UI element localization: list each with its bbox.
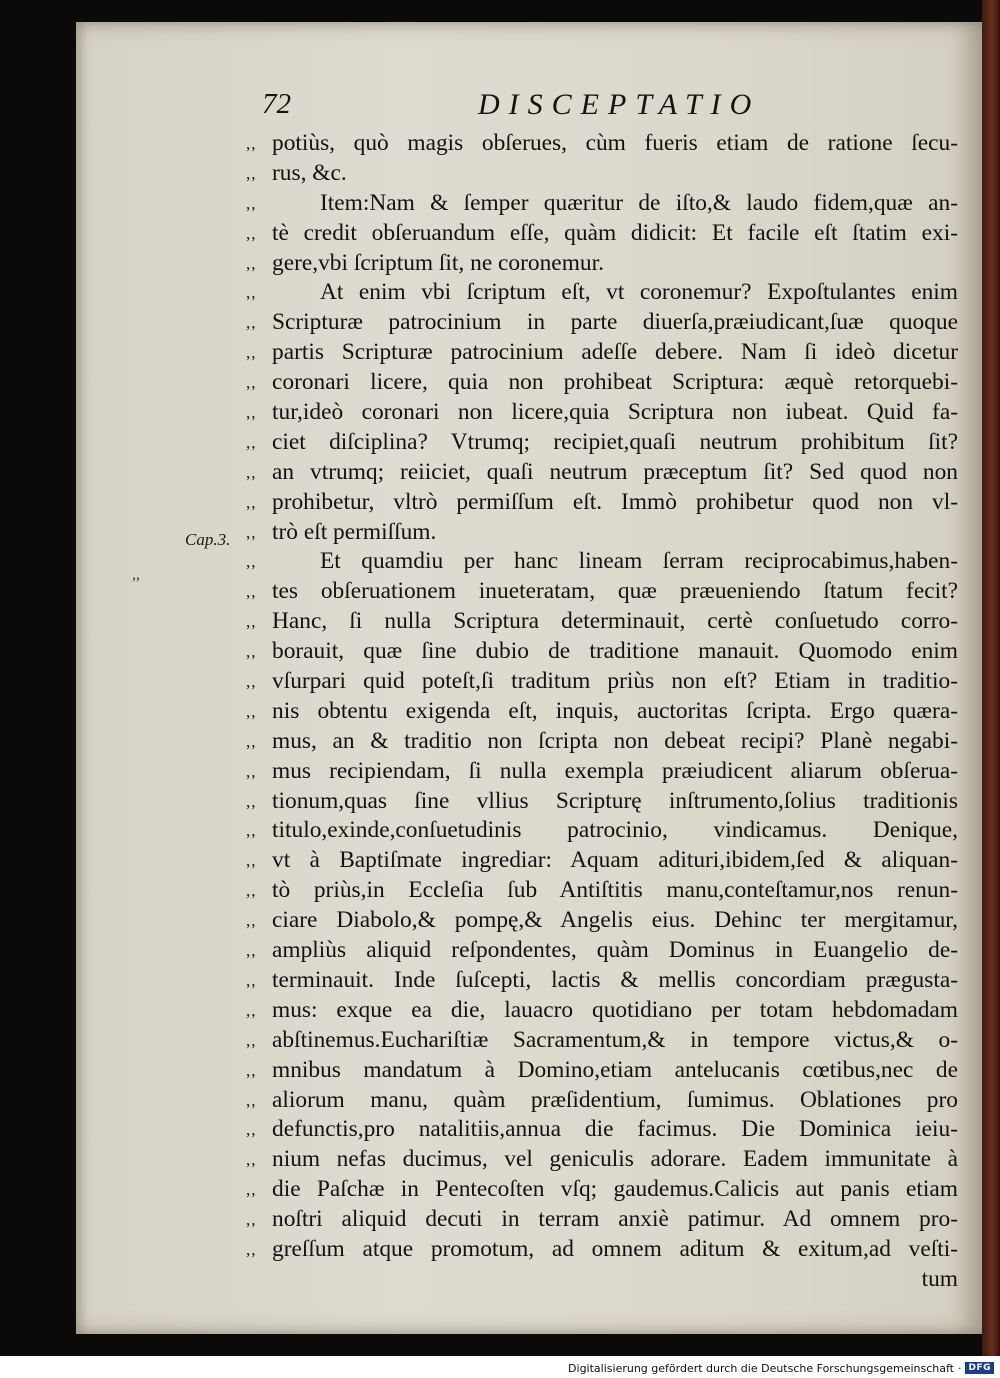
quotation-mark: ,, — [246, 970, 257, 990]
line-text: tes obſeruationem inueteratam, quæ præueniendo ſtatum fecit? — [272, 578, 958, 605]
line-text: potiùs, quò magis obſerues, cùm fueris etiam de ratione ſecu- — [272, 130, 958, 156]
quotation-mark: ,, — [246, 373, 257, 393]
text-line — [246, 1145, 958, 1175]
quotation-mark: ,, — [246, 911, 257, 931]
line-text: gere,vbi ſcriptum ſit, ne coronemur. — [272, 249, 604, 276]
text-line — [246, 787, 958, 817]
quotation-mark: ,, — [246, 432, 257, 452]
text-line — [246, 488, 958, 518]
margin-mark: ,, — [132, 566, 140, 583]
quotation-mark: ,, — [246, 881, 257, 901]
text-line — [246, 308, 958, 338]
footer-text: Digitalisierung gefördert durch die Deutsche Forschungsgemeinschaft — [568, 1361, 954, 1375]
line-text: ciet diſciplina? Vtrumq; recipiet,quaſi neutrum prohibitum ſit? — [272, 428, 958, 455]
text-line — [246, 727, 958, 757]
text-line — [246, 1056, 958, 1086]
quotation-mark: ,, — [246, 761, 257, 781]
text-line — [246, 518, 958, 548]
text-line — [246, 1265, 958, 1295]
quotation-mark: ,, — [246, 403, 257, 423]
text-line — [246, 697, 958, 727]
dfg-logo-icon: DFG — [965, 1362, 994, 1374]
text-line — [246, 637, 958, 667]
quotation-mark: ,, — [246, 672, 257, 692]
line-text: tur,ideò coronari non licere,quia Scriptura non iubeat. Quid fa- — [272, 399, 958, 426]
page-header — [262, 88, 962, 122]
quotation-mark: ,, — [246, 552, 257, 572]
text-line — [246, 398, 958, 428]
text-line — [246, 458, 958, 488]
line-text: tionum,quas ſine vllius Scripturę inſtrumento,ſolius traditionis — [272, 787, 958, 814]
quotation-mark: ,, — [246, 1030, 257, 1050]
text-line — [246, 1086, 958, 1116]
line-text: vſurpari quid poteſt,ſi traditum priùs non eſt? Etiam in traditio- — [272, 668, 958, 695]
quotation-mark: ,, — [246, 821, 257, 841]
quotation-mark: ,, — [246, 1120, 257, 1140]
line-text: trò eſt permiſſum. — [272, 518, 437, 545]
line-text: an vtrumq; reiiciet, quaſi neutrum præceptum ſit? Sed quod non — [272, 458, 958, 485]
quotation-mark: ,, — [246, 193, 257, 213]
text-line — [246, 607, 958, 637]
quotation-mark: ,, — [246, 1210, 257, 1230]
text-line — [246, 338, 958, 368]
line-text: ciare Diabolo,& pompę,& Angelis eius. Dehinc ter mergitamur, — [272, 907, 958, 934]
quotation-mark: ,, — [246, 223, 257, 243]
text-line — [246, 1026, 958, 1056]
quotation-mark: ,, — [246, 701, 257, 721]
text-line — [246, 428, 958, 458]
line-text: terminauit. Inde ſuſcepti, lactis & mellis concordiam prægusta- — [272, 966, 958, 993]
quotation-mark: ,, — [246, 791, 257, 811]
quotation-mark: ,, — [246, 492, 257, 512]
quotation-mark: ,, — [246, 1180, 257, 1200]
quotation-mark: ,, — [246, 731, 257, 751]
text-line — [246, 996, 958, 1026]
line-text: tum — [921, 1265, 958, 1292]
text-line — [246, 936, 958, 966]
line-text: tè credit obſeruandum eſſe, quàm didicit: Et facile eſt ſtatim exi- — [272, 219, 958, 246]
line-text: rus, &c. — [272, 159, 347, 186]
quotation-mark: ,, — [246, 612, 257, 632]
text-line — [246, 249, 958, 279]
line-text: tò priùs,in Eccleſia ſub Antiſtitis manu,conteſtamur,nos renun- — [272, 877, 958, 904]
quotation-mark: ,, — [246, 343, 257, 363]
text-line — [246, 219, 958, 249]
line-text: nium nefas ducimus, vel geniculis adorare. Eadem immunitate à — [272, 1146, 958, 1173]
text-line — [246, 129, 958, 159]
line-text: greſſum atque promotum, ad omnem aditum & exitum,ad veſti- — [272, 1235, 958, 1262]
line-text: Hanc, ſi nulla Scriptura determinauit, certè conſuetudo corro- — [272, 608, 958, 635]
line-text: borauit, quæ ſine dubio de traditione manauit. Quomodo enim — [272, 638, 958, 665]
body-text — [246, 129, 958, 1295]
text-line — [246, 577, 958, 607]
text-line — [246, 966, 958, 996]
line-text: At enim vbi ſcriptum eſt, vt coronemur? Expoſtulantes enim — [320, 279, 958, 306]
text-line — [246, 189, 958, 219]
text-line — [246, 368, 958, 398]
line-text: defunctis,pro natalitiis,annua die facimus. Die Dominica ieiu- — [272, 1116, 958, 1143]
line-text: Scripturæ patrocinium in parte diuerſa,præiudicant,ſuæ quoque — [272, 309, 958, 336]
text-line — [246, 876, 958, 906]
quotation-mark: ,, — [246, 1090, 257, 1110]
line-text: abſtinemus.Euchariſtiæ Sacramentum,& in tempore victus,& o- — [272, 1026, 958, 1053]
quotation-mark: ,, — [246, 283, 257, 303]
quotation-mark: ,, — [246, 941, 257, 961]
text-line — [246, 1115, 958, 1145]
line-text: Et quamdiu per hanc lineam ſerram reciprocabimus,haben- — [320, 548, 958, 575]
line-text: vt à Baptiſmate ingrediar: Aquam adituri,ibidem,ſed & aliquan- — [272, 847, 958, 874]
quotation-mark: ,, — [246, 582, 257, 602]
quotation-mark: ,, — [246, 1150, 257, 1170]
quotation-mark: ,, — [246, 1239, 257, 1259]
line-text: mus recipiendam, ſi nulla exempla præiudicent aliarum obſerua- — [272, 757, 958, 784]
text-line — [246, 906, 958, 936]
line-text: noſtri aliquid decuti in terram anxiè patimur. Ad omnem pro- — [272, 1206, 958, 1233]
text-line — [246, 846, 958, 876]
quotation-mark: ,, — [246, 163, 257, 183]
line-text: die Paſchæ in Pentecoſten vſq; gaudemus.Calicis aut panis etiam — [272, 1176, 958, 1203]
margin-note-chapter: Cap.3. — [185, 530, 231, 549]
page-number: 72 — [262, 88, 291, 120]
text-line — [246, 547, 958, 577]
line-text: ampliùs aliquid reſpondentes, quàm Dominus in Euangelio de- — [272, 937, 958, 964]
line-text: mus, an & traditio non ſcripta non debeat recipi? Planè negabi- — [272, 727, 958, 754]
quotation-mark: ,, — [246, 522, 257, 542]
quotation-mark: ,, — [246, 642, 257, 662]
line-text: partis Scripturæ patrocinium adeſſe debere. Nam ſi ideò dicetur — [272, 339, 958, 366]
text-line — [246, 667, 958, 697]
quotation-mark: ,, — [246, 134, 257, 153]
line-text: prohibetur, vltrò permiſſum eſt. Immò prohibetur quod non vl- — [272, 488, 958, 515]
line-text: Item:Nam & ſemper quæritur de iſto,& laudo fidem,quæ an- — [320, 189, 958, 216]
line-text: mnibus mandatum à Domino,etiam antelucanis cœtibus,nec de — [272, 1056, 958, 1083]
line-text: nis obtentu exigenda eſt, inquis, auctoritas ſcripta. Ergo quæra- — [272, 697, 958, 724]
quotation-mark: ,, — [246, 253, 257, 273]
quotation-mark: ,, — [246, 313, 257, 333]
text-line — [246, 1235, 958, 1265]
running-head: DISCEPTATIO — [478, 88, 761, 121]
quotation-mark: ,, — [246, 851, 257, 871]
footer-credit: Digitalisierung gefördert durch die Deutsche Forschungsgemeinschaft · DFG — [568, 1359, 994, 1377]
text-line — [246, 159, 958, 189]
quotation-mark: ,, — [246, 1060, 257, 1080]
line-text: aliorum manu, quàm præſidentium, ſumimus. Oblationes pro — [272, 1086, 958, 1113]
quotation-mark: ,, — [246, 1000, 257, 1020]
text-line — [246, 816, 958, 846]
book-spine-edge — [982, 0, 1000, 1356]
text-line — [246, 278, 958, 308]
line-text: mus: exque ea die, lauacro quotidiano per totam hebdomadam — [272, 996, 958, 1023]
text-line — [246, 1175, 958, 1205]
quotation-mark: ,, — [246, 462, 257, 482]
line-text: titulo,exinde,conſuetudinis patrocinio, vindicamus. Denique, — [272, 817, 958, 844]
text-line — [246, 1205, 958, 1235]
line-text: coronari licere, quia non prohibeat Scriptura: æquè retorquebi- — [272, 369, 958, 396]
text-line — [246, 757, 958, 787]
